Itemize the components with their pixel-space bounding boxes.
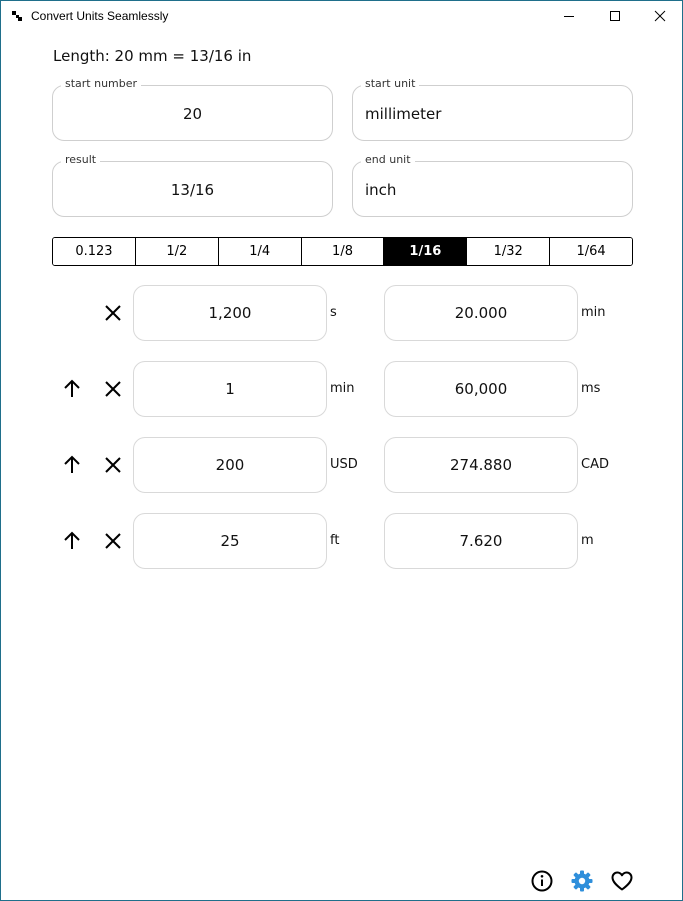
start-number-label: start number: [61, 77, 141, 90]
start-number-value[interactable]: 20: [182, 105, 203, 123]
to-value-field[interactable]: 20.000: [384, 285, 578, 341]
conversion-row: [1, 361, 683, 417]
precision-option-1-16[interactable]: 1/16: [383, 238, 466, 265]
result-label: result: [61, 153, 100, 166]
end-unit-label: end unit: [361, 153, 415, 166]
move-up-button[interactable]: [60, 377, 84, 401]
settings-icon: [570, 869, 594, 893]
to-value-field[interactable]: 7.620: [384, 513, 578, 569]
precision-selector: [52, 237, 633, 266]
precision-option-1-64[interactable]: 1/64: [549, 238, 632, 265]
from-unit-label: s: [330, 305, 337, 320]
maximize-button[interactable]: [592, 1, 638, 31]
result-field[interactable]: [52, 153, 333, 217]
from-unit-label: min: [330, 381, 355, 396]
result-value: 13/16: [170, 181, 215, 199]
end-unit-value[interactable]: inch: [365, 181, 397, 199]
info-icon: [530, 869, 554, 893]
conversion-row: [1, 513, 683, 569]
start-unit-field[interactable]: [352, 77, 633, 141]
remove-row-button[interactable]: [101, 377, 125, 401]
arrow-up-icon: [60, 377, 84, 401]
remove-row-button[interactable]: [101, 453, 125, 477]
info-button[interactable]: [530, 869, 554, 893]
from-value-field[interactable]: 25: [133, 513, 327, 569]
from-value-field[interactable]: 1: [133, 361, 327, 417]
from-unit-label: USD: [330, 457, 358, 472]
precision-option-1-4[interactable]: 1/4: [218, 238, 301, 265]
start-unit-label: start unit: [361, 77, 419, 90]
end-unit-field[interactable]: [352, 153, 633, 217]
arrow-up-icon: [60, 453, 84, 477]
close-icon: [101, 529, 125, 553]
start-unit-value[interactable]: millimeter: [365, 105, 442, 123]
precision-option-1-2[interactable]: 1/2: [135, 238, 218, 265]
arrow-up-icon: [60, 529, 84, 553]
close-icon: [101, 453, 125, 477]
title-bar: [1, 1, 682, 31]
precision-option-decimal[interactable]: 0.123: [53, 238, 135, 265]
close-icon: [101, 301, 125, 325]
close-icon: [654, 10, 666, 22]
conversion-row: [1, 437, 683, 493]
precision-option-1-32[interactable]: 1/32: [466, 238, 549, 265]
close-button[interactable]: [637, 1, 683, 31]
minimize-icon: [563, 10, 575, 22]
start-number-field[interactable]: [52, 77, 333, 141]
move-up-button[interactable]: [60, 529, 84, 553]
close-icon: [101, 377, 125, 401]
to-unit-label: ms: [581, 381, 601, 396]
conversion-row: [1, 285, 683, 341]
maximize-icon: [609, 10, 621, 22]
remove-row-button[interactable]: [101, 301, 125, 325]
move-up-button[interactable]: [60, 453, 84, 477]
from-unit-label: ft: [330, 533, 340, 548]
to-unit-label: min: [581, 305, 606, 320]
from-value-field[interactable]: 1,200: [133, 285, 327, 341]
minimize-button[interactable]: [546, 1, 592, 31]
to-unit-label: CAD: [581, 457, 609, 472]
to-value-field[interactable]: 60,000: [384, 361, 578, 417]
heart-icon: [610, 869, 634, 893]
app-icon: [12, 11, 22, 21]
to-value-field[interactable]: 274.880: [384, 437, 578, 493]
remove-row-button[interactable]: [101, 529, 125, 553]
conversion-summary: Length: 20 mm = 13/16 in: [53, 47, 252, 65]
to-unit-label: m: [581, 533, 594, 548]
settings-button[interactable]: [570, 869, 594, 893]
favorite-button[interactable]: [610, 869, 634, 893]
window-title: Convert Units Seamlessly: [31, 9, 169, 23]
precision-option-1-8[interactable]: 1/8: [301, 238, 384, 265]
from-value-field[interactable]: 200: [133, 437, 327, 493]
